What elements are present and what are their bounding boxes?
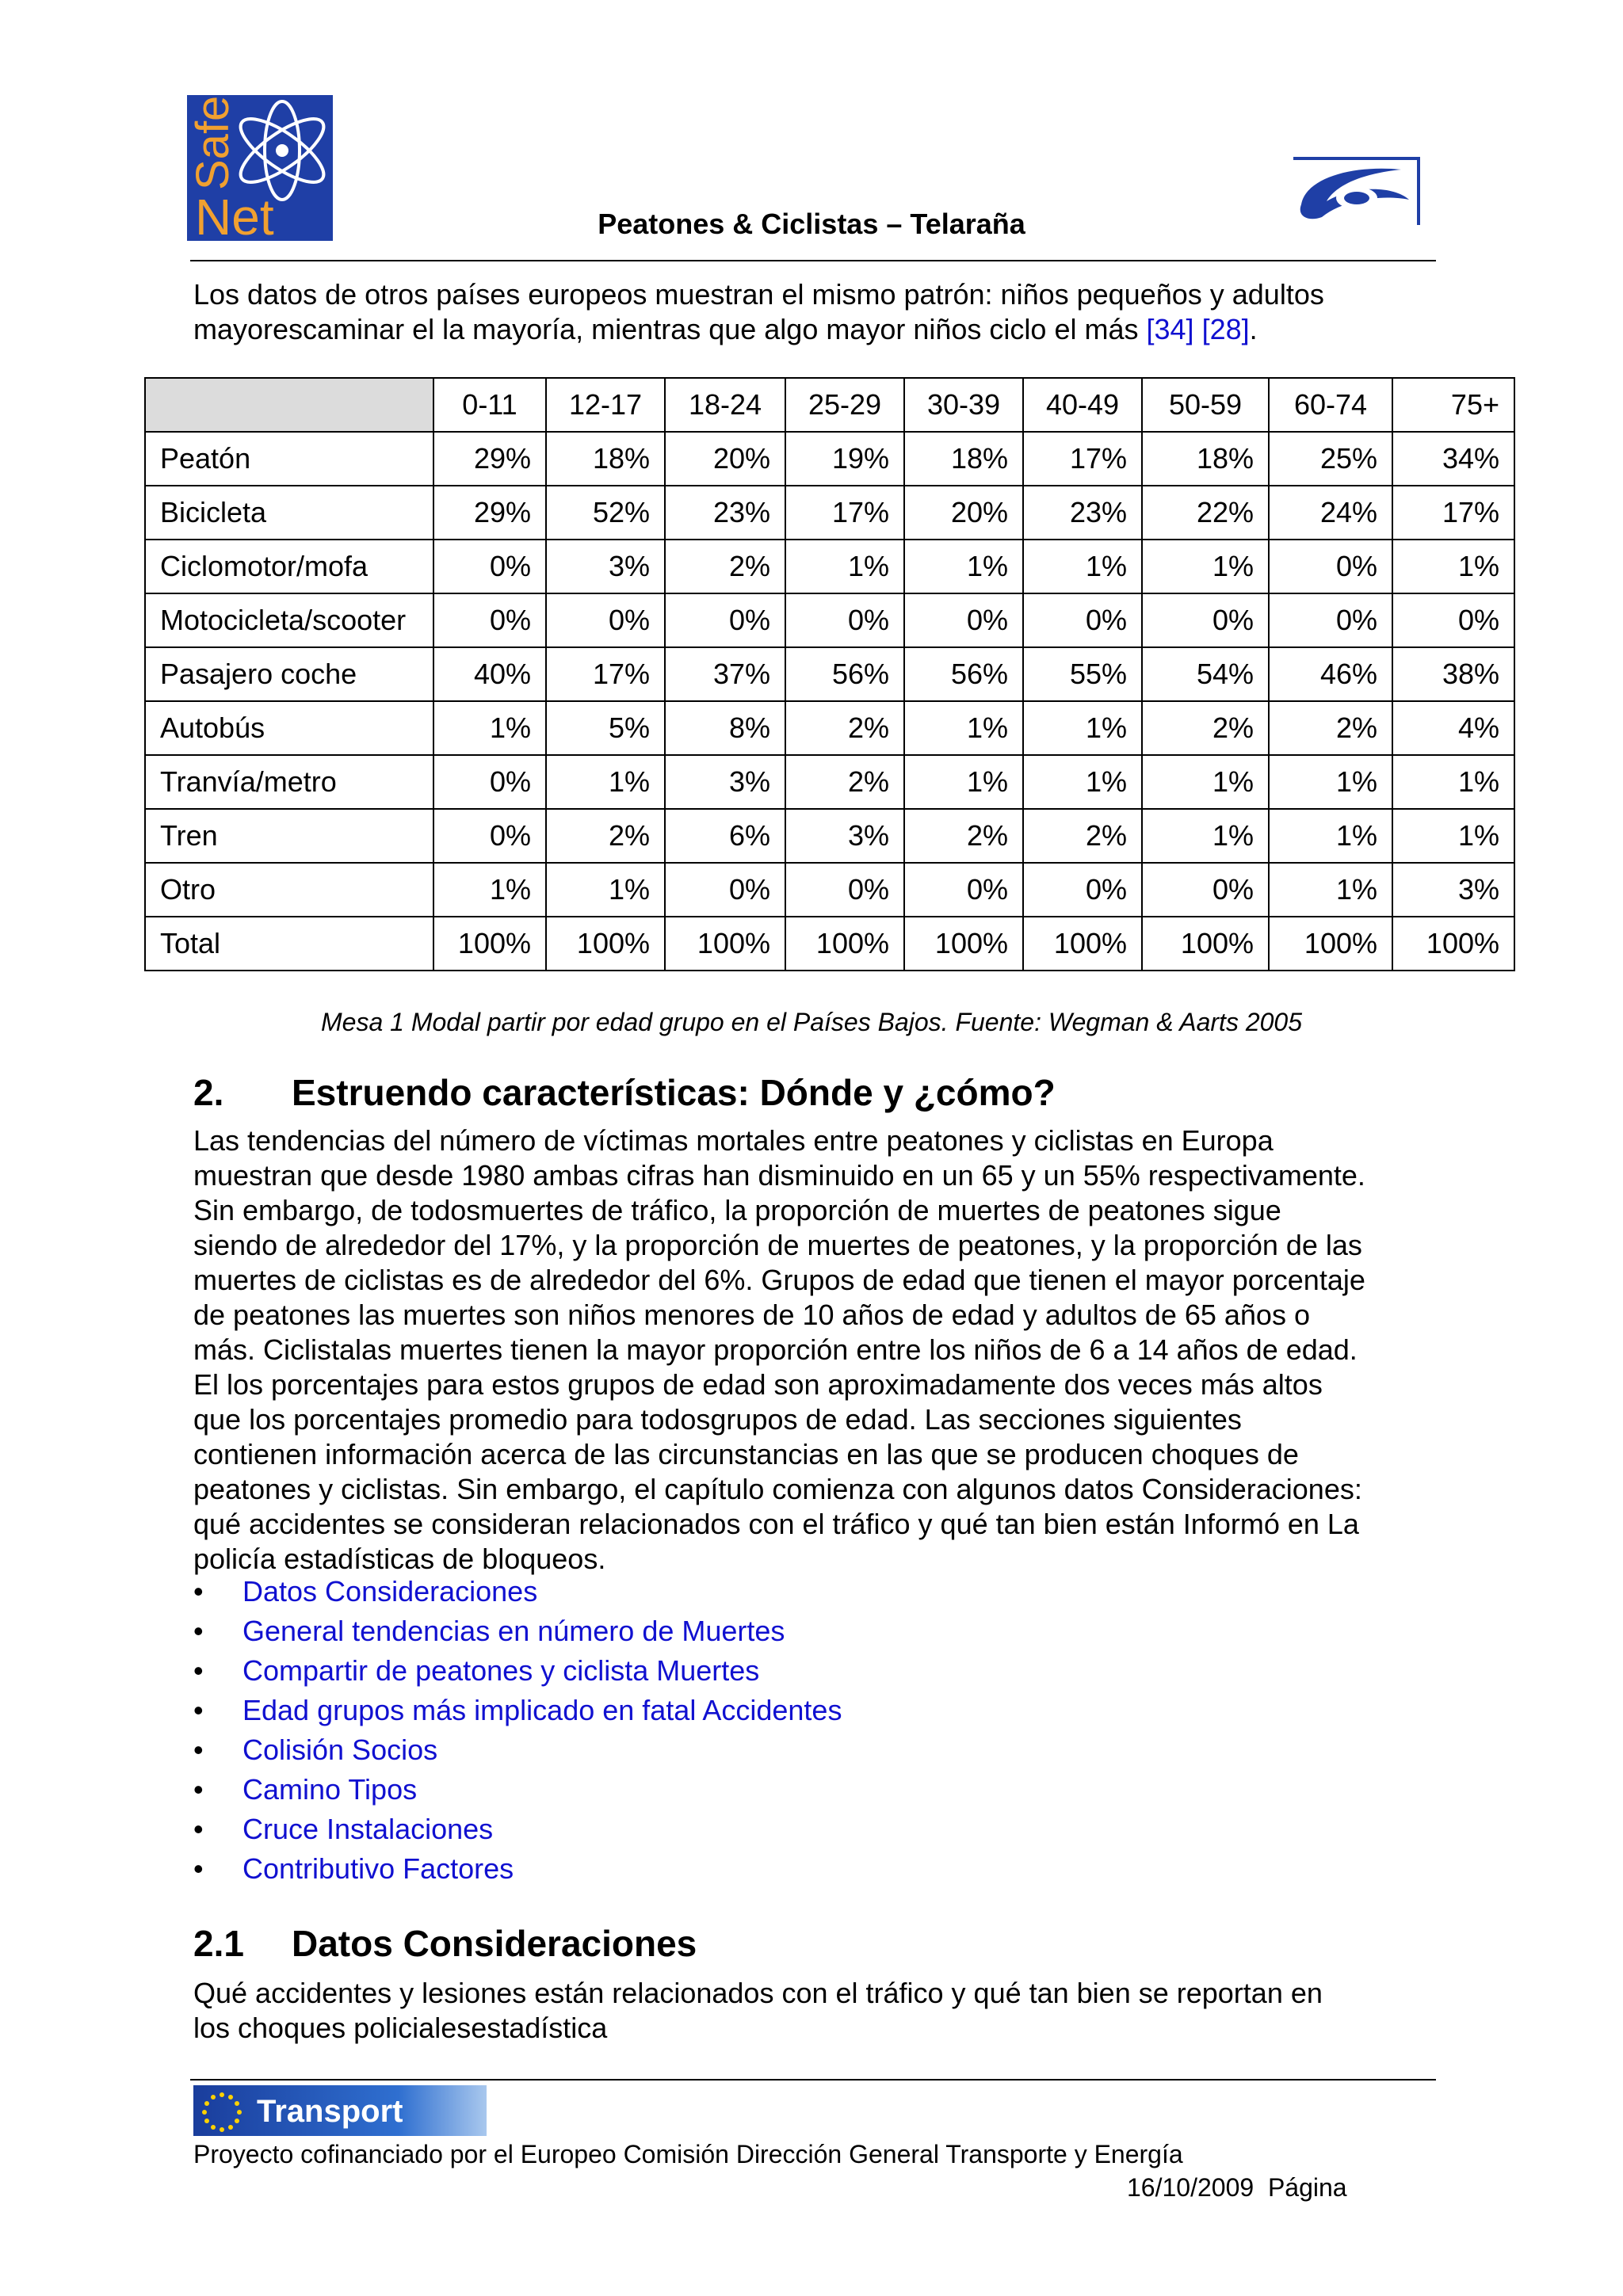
section-link[interactable]: Colisión Socios: [242, 1733, 438, 1766]
table-cell: 17%: [1023, 432, 1142, 486]
row-label: Peatón: [145, 432, 433, 486]
table-cell: 1%: [785, 540, 904, 593]
column-header: 12-17: [546, 378, 665, 432]
section-2-1-paragraph: [193, 1976, 1438, 2046]
table-cell: 2%: [785, 701, 904, 755]
table-cell: 1%: [1269, 863, 1392, 917]
bullet-icon: •: [193, 1654, 204, 1687]
paragraph-line: de peatones las muertes son niños menores de 10 años de edad y adultos de 65 años o: [193, 1299, 1310, 1331]
table-row: [145, 917, 1514, 971]
table-cell: 40%: [433, 647, 546, 701]
paragraph-line: Sin embargo, de todosmuertes de tráfico, la proporción de muertes de peatones sigue: [193, 1194, 1281, 1226]
table-row: [145, 809, 1514, 863]
paragraph-line: peatones y ciclistas. Sin embargo, el capítulo comienza con algunos datos Consideraciones:: [193, 1473, 1362, 1505]
table-row: [145, 593, 1514, 647]
table-cell: 20%: [665, 432, 785, 486]
table-cell: 100%: [433, 917, 546, 971]
table-cell: 2%: [546, 809, 665, 863]
table-cell: 100%: [1023, 917, 1142, 971]
footer-page-label: Página: [1267, 2173, 1347, 2202]
table-cell: 0%: [433, 755, 546, 809]
table-cell: 56%: [785, 647, 904, 701]
row-label: Bicicleta: [145, 486, 433, 540]
column-header: 50-59: [1142, 378, 1269, 432]
table-header-row: [145, 378, 1514, 432]
row-label: Motocicleta/scooter: [145, 593, 433, 647]
intro-paragraph: [193, 277, 1438, 347]
row-label: Total: [145, 917, 433, 971]
bullet-item: [193, 1770, 842, 1810]
table-cell: 2%: [1023, 809, 1142, 863]
table-cell: 17%: [785, 486, 904, 540]
table-cell: 1%: [1142, 755, 1269, 809]
table-cell: 38%: [1392, 647, 1514, 701]
table-cell: 23%: [665, 486, 785, 540]
table-cell: 46%: [1269, 647, 1392, 701]
table-cell: 1%: [904, 755, 1023, 809]
table-row: [145, 432, 1514, 486]
table-cell: 100%: [546, 917, 665, 971]
footer-cofinanced-text: Proyecto cofinanciado por el Europeo Comisión Dirección General Transporte y Energía: [193, 2140, 1183, 2168]
table-cell: 29%: [433, 432, 546, 486]
table-cell: 1%: [546, 863, 665, 917]
table-cell: 0%: [1142, 863, 1269, 917]
section-2-1-heading: [193, 1922, 697, 1965]
table-caption: Mesa 1 Modal partir por edad grupo en el Países Bajos. Fuente: Wegman & Aarts 2005: [320, 1008, 1303, 1036]
bullet-item: [193, 1849, 842, 1889]
section-link[interactable]: General tendencias en número de Muertes: [242, 1615, 785, 1647]
table-cell: 1%: [1142, 540, 1269, 593]
bullet-icon: •: [193, 1773, 204, 1806]
intro-end: .: [1249, 313, 1258, 345]
table-cell: 0%: [433, 593, 546, 647]
table-cell: 18%: [904, 432, 1023, 486]
paragraph-line: más. Ciclistalas muertes tienen la mayor proporción entre los niños de 6 a 14 años de edad.: [193, 1333, 1358, 1366]
table-cell: 0%: [785, 863, 904, 917]
table-cell: 100%: [1392, 917, 1514, 971]
table-cell: 0%: [665, 863, 785, 917]
bullet-item: [193, 1691, 842, 1730]
row-label: Tren: [145, 809, 433, 863]
paragraph-line: Qué accidentes y lesiones están relacionados con el tráfico y qué tan bien se reportan en: [193, 1977, 1323, 2009]
reference-link-34[interactable]: [34]: [1146, 313, 1194, 345]
table-cell: 1%: [1023, 701, 1142, 755]
table-row: [145, 701, 1514, 755]
table-cell: 0%: [665, 593, 785, 647]
row-label: Otro: [145, 863, 433, 917]
logo-safety-text: Safety: [187, 95, 239, 190]
column-header: 25-29: [785, 378, 904, 432]
bullet-icon: •: [193, 1733, 204, 1766]
table-cell: 100%: [665, 917, 785, 971]
logo-net-text: Net: [195, 189, 274, 241]
paragraph-line: que los porcentajes promedio para todosgrupos de edad. Las secciones siguientes: [193, 1403, 1242, 1436]
table-cell: 1%: [1392, 540, 1514, 593]
bullet-item: [193, 1730, 842, 1770]
section-2-number: 2.: [193, 1072, 224, 1113]
section-link[interactable]: Camino Tipos: [242, 1773, 418, 1806]
column-header: 60-74: [1269, 378, 1392, 432]
table-cell: 0%: [1392, 593, 1514, 647]
section-2-bullet-list: [193, 1572, 842, 1889]
row-label: Tranvía/metro: [145, 755, 433, 809]
table-cell: 18%: [1142, 432, 1269, 486]
table-cell: 1%: [1142, 809, 1269, 863]
table-cell: 2%: [1269, 701, 1392, 755]
paragraph-line: qué accidentes se consideran relacionados con el tráfico y qué tan bien están Informó en La: [193, 1508, 1359, 1540]
section-link[interactable]: Edad grupos más implicado en fatal Accidentes: [242, 1694, 842, 1726]
row-label: Autobús: [145, 701, 433, 755]
transport-banner-text: Transport: [257, 2094, 403, 2129]
table-cell: 5%: [546, 701, 665, 755]
table-cell: 52%: [546, 486, 665, 540]
bullet-icon: •: [193, 1615, 204, 1647]
table-cell: 55%: [1023, 647, 1142, 701]
table-cell: 1%: [1392, 755, 1514, 809]
section-link[interactable]: Compartir de peatones y ciclista Muertes: [242, 1654, 760, 1687]
table-cell: 1%: [1269, 809, 1392, 863]
table-corner-cell: [145, 378, 433, 432]
table-cell: 19%: [785, 432, 904, 486]
table-cell: 2%: [785, 755, 904, 809]
table-cell: 0%: [1142, 593, 1269, 647]
footer-rule: [190, 2079, 1436, 2081]
table-cell: 3%: [665, 755, 785, 809]
footer-date: 16/10/2009: [1127, 2173, 1254, 2202]
table-cell: 18%: [546, 432, 665, 486]
bullet-item: [193, 1572, 842, 1611]
section-link[interactable]: Cruce Instalaciones: [242, 1813, 494, 1845]
column-header: 0-11: [433, 378, 546, 432]
paragraph-line: Las tendencias del número de víctimas mortales entre peatones y ciclistas en Europa: [193, 1124, 1274, 1157]
table-cell: 8%: [665, 701, 785, 755]
table-row: [145, 863, 1514, 917]
table-cell: 0%: [433, 809, 546, 863]
bullet-item: [193, 1611, 842, 1651]
intro-text: Los datos de otros países europeos muestran el mismo patrón: niños pequeños y adultos mayorescaminar el la mayoría, mientras que algo mayor niños ciclo el más: [193, 278, 1324, 345]
table-cell: 25%: [1269, 432, 1392, 486]
table-cell: 0%: [433, 540, 546, 593]
table-cell: 0%: [1023, 863, 1142, 917]
table-row: [145, 540, 1514, 593]
table-cell: 23%: [1023, 486, 1142, 540]
table-row: [145, 647, 1514, 701]
paragraph-line: los choques policialesestadística: [193, 2012, 608, 2044]
column-header: 30-39: [904, 378, 1023, 432]
bullet-icon: •: [193, 1575, 204, 1608]
table-cell: 3%: [1392, 863, 1514, 917]
table-cell: 29%: [433, 486, 546, 540]
table-cell: 100%: [904, 917, 1023, 971]
table-row: [145, 486, 1514, 540]
table-row: [145, 755, 1514, 809]
bullet-item: [193, 1810, 842, 1849]
section-2-paragraph: [193, 1123, 1438, 1577]
table-cell: 3%: [546, 540, 665, 593]
row-label: Ciclomotor/mofa: [145, 540, 433, 593]
section-2-1-title: Datos Consideraciones: [292, 1923, 697, 1964]
header-rule: [190, 260, 1436, 261]
table-cell: 3%: [785, 809, 904, 863]
bullet-icon: •: [193, 1813, 204, 1845]
table-cell: 100%: [1142, 917, 1269, 971]
table-cell: 1%: [433, 701, 546, 755]
bullet-icon: •: [193, 1694, 204, 1726]
european-commission-logo: [1290, 154, 1426, 228]
bullet-icon: •: [193, 1852, 204, 1885]
paragraph-line: contienen información acerca de las circunstancias en las que se producen choques de: [193, 1438, 1299, 1470]
table-cell: 1%: [904, 701, 1023, 755]
footer-date-page: [1127, 2171, 1347, 2204]
table-cell: 1%: [1269, 755, 1392, 809]
table-cell: 1%: [433, 863, 546, 917]
table-cell: 6%: [665, 809, 785, 863]
transport-banner: [193, 2085, 487, 2136]
table-cell: 0%: [785, 593, 904, 647]
table-cell: 100%: [1269, 917, 1392, 971]
page-header-title: Peatones & Ciclistas – Telaraña: [598, 208, 1025, 240]
table-cell: 2%: [904, 809, 1023, 863]
table-cell: 4%: [1392, 701, 1514, 755]
table-cell: 1%: [1023, 755, 1142, 809]
table-cell: 0%: [1269, 540, 1392, 593]
table-cell: 56%: [904, 647, 1023, 701]
table-cell: 1%: [1392, 809, 1514, 863]
column-header: 18-24: [665, 378, 785, 432]
table-cell: 17%: [546, 647, 665, 701]
table-cell: 1%: [904, 540, 1023, 593]
row-label: Pasajero coche: [145, 647, 433, 701]
paragraph-line: muestran que desde 1980 ambas cifras han disminuido en un 65 y un 55% respectivamente.: [193, 1159, 1365, 1192]
table-cell: 1%: [1023, 540, 1142, 593]
table-cell: 2%: [665, 540, 785, 593]
section-2-heading: [193, 1071, 1056, 1114]
section-2-1-number: 2.1: [193, 1923, 244, 1964]
modal-split-table: [144, 377, 1515, 971]
table-cell: 1%: [546, 755, 665, 809]
section-2-title: Estruendo características: Dónde y ¿cómo?: [292, 1072, 1056, 1113]
paragraph-line: muertes de ciclistas es de alrededor del 6%. Grupos de edad que tienen el mayor porcentaje: [193, 1264, 1365, 1296]
table-cell: 0%: [1023, 593, 1142, 647]
section-link[interactable]: Contributivo Factores: [242, 1852, 514, 1885]
table-cell: 54%: [1142, 647, 1269, 701]
table-cell: 22%: [1142, 486, 1269, 540]
table-cell: 0%: [904, 593, 1023, 647]
table-cell: 0%: [904, 863, 1023, 917]
table-cell: 0%: [1269, 593, 1392, 647]
table-cell: 17%: [1392, 486, 1514, 540]
paragraph-line: El los porcentajes para estos grupos de edad son aproximadamente dos veces más altos: [193, 1368, 1323, 1401]
table-cell: 34%: [1392, 432, 1514, 486]
table-cell: 100%: [785, 917, 904, 971]
table-cell: 24%: [1269, 486, 1392, 540]
table-cell: 20%: [904, 486, 1023, 540]
column-header: 40-49: [1023, 378, 1142, 432]
paragraph-line: siendo de alrededor del 17%, y la proporción de muertes de peatones, y la proporción de las: [193, 1229, 1362, 1261]
column-header: 75+: [1392, 378, 1514, 432]
bullet-item: [193, 1651, 842, 1691]
section-link[interactable]: Datos Consideraciones: [242, 1575, 538, 1608]
table-cell: 2%: [1142, 701, 1269, 755]
table-cell: 0%: [546, 593, 665, 647]
table-cell: 37%: [665, 647, 785, 701]
paragraph-line: policía estadísticas de bloqueos.: [193, 1543, 606, 1575]
reference-link-28[interactable]: [28]: [1201, 313, 1250, 345]
